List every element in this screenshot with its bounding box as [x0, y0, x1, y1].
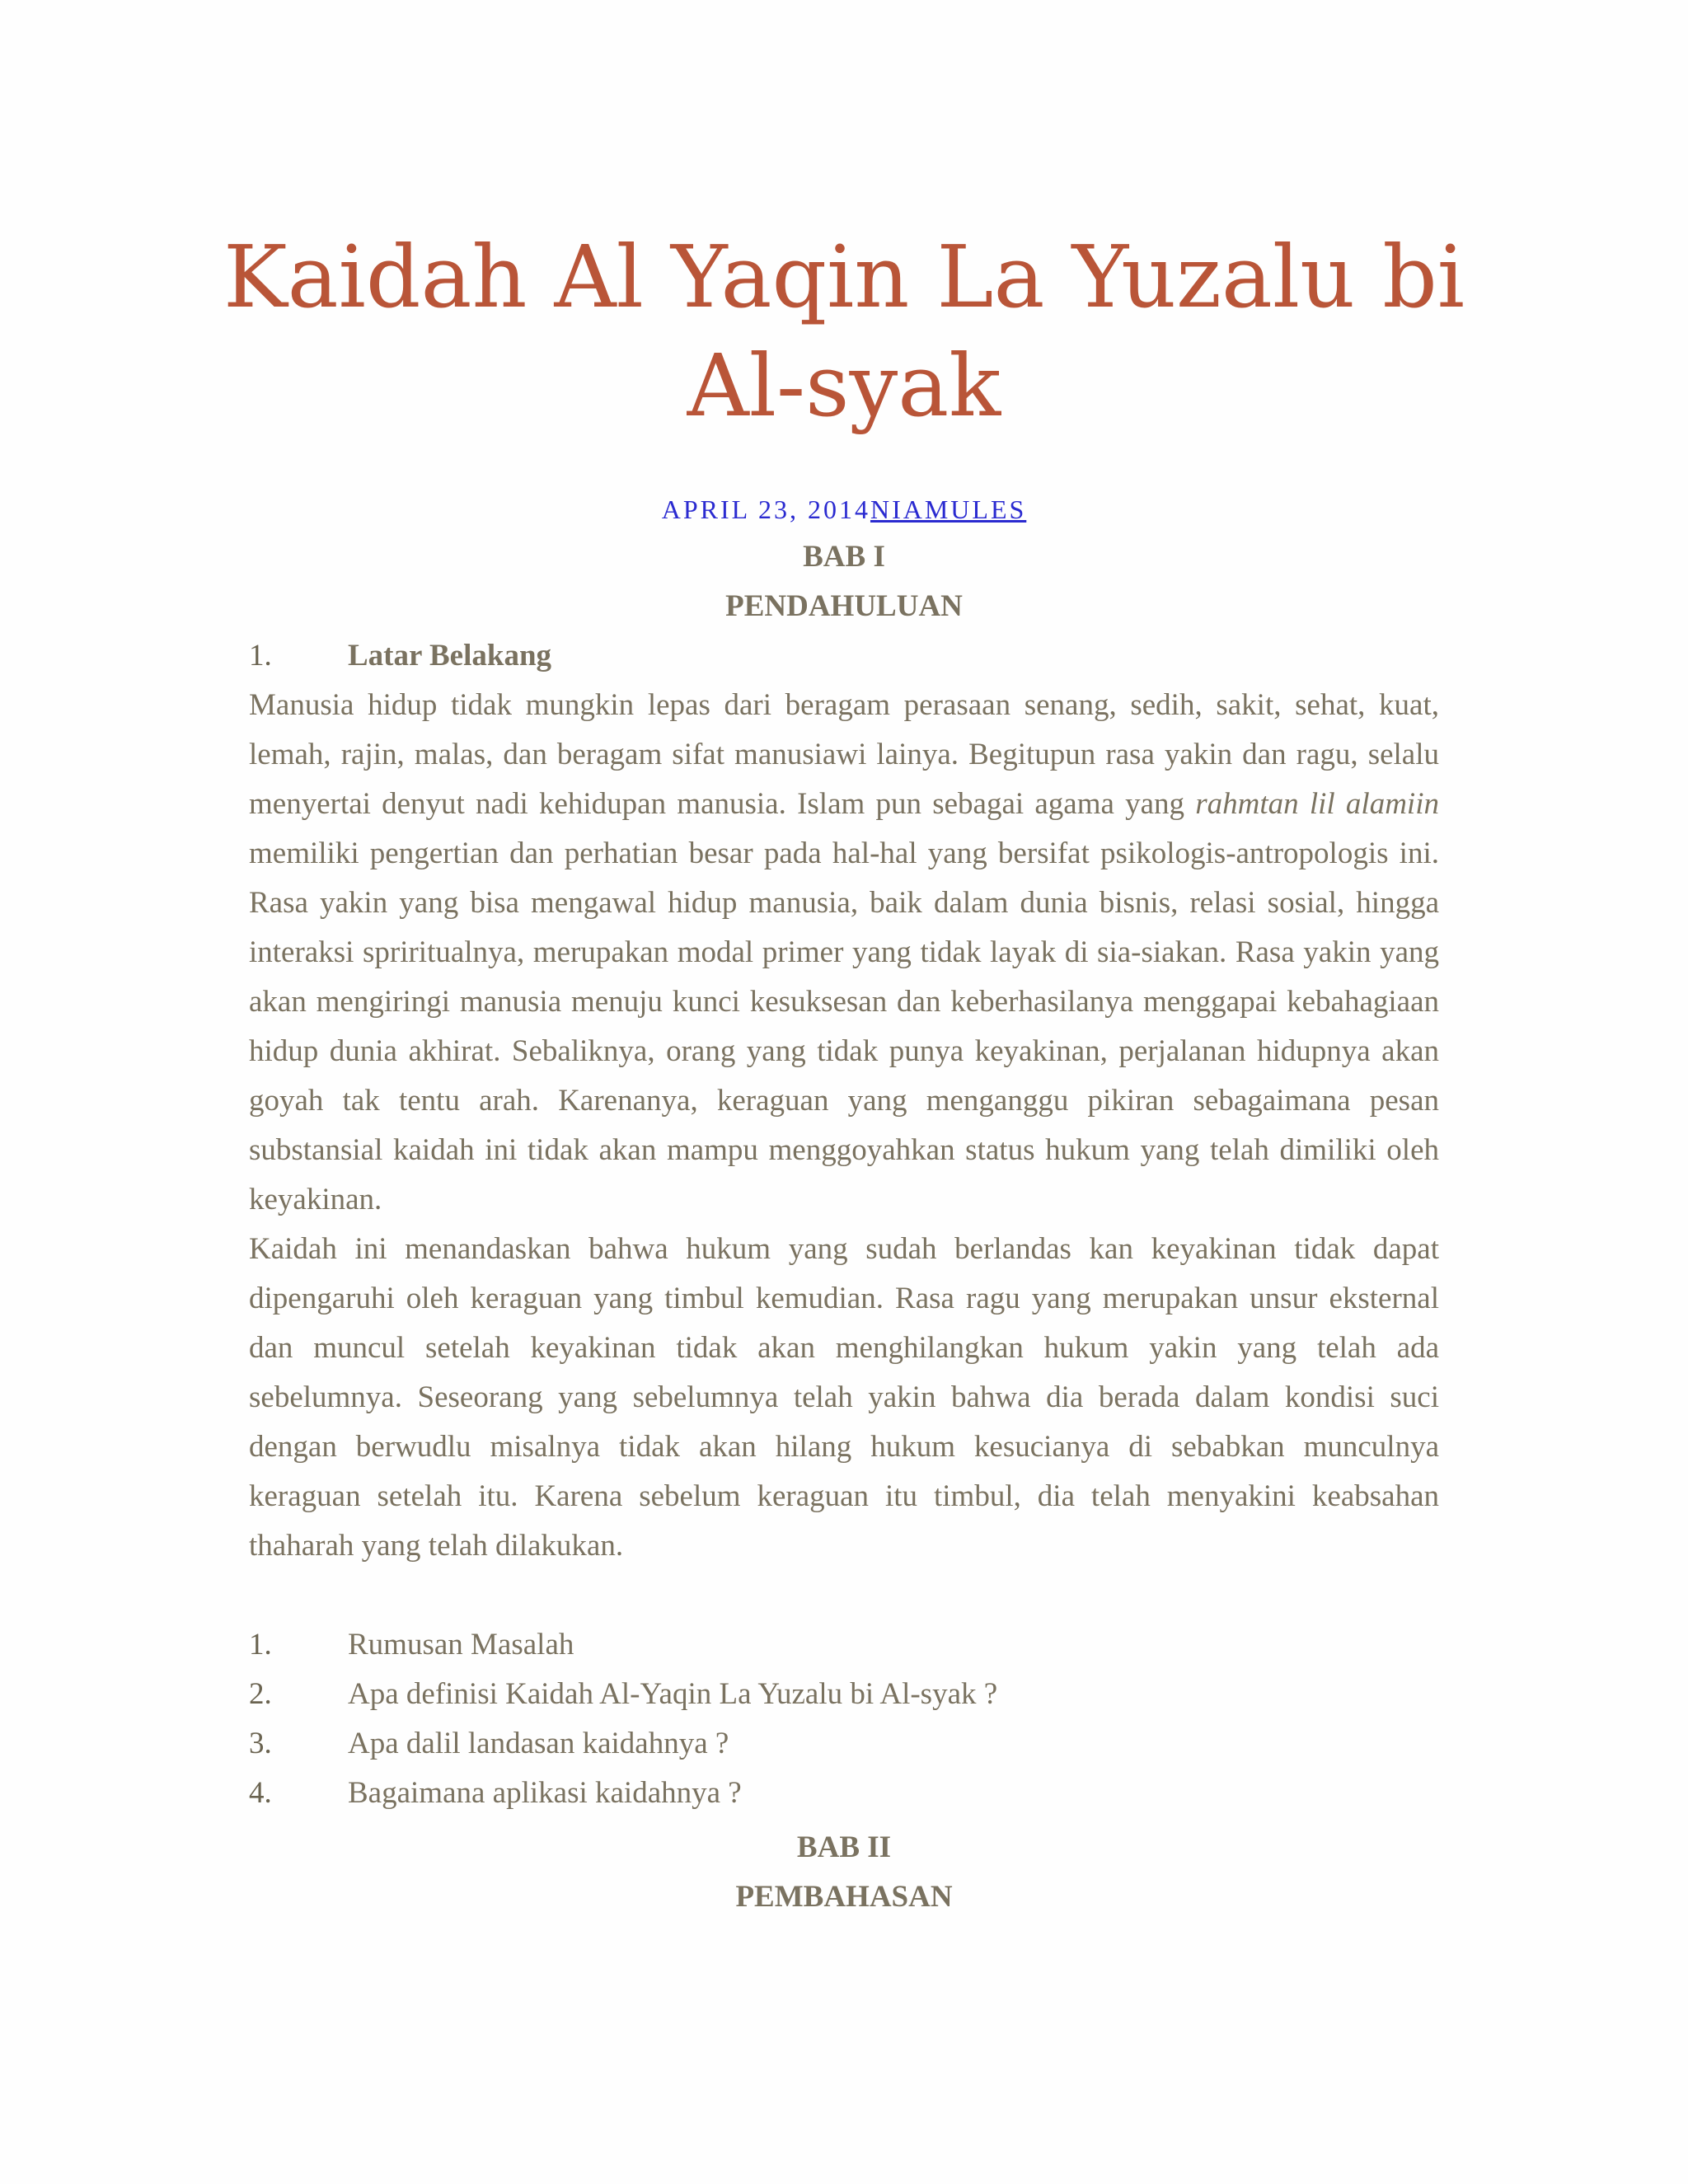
list-item-number: 2. — [249, 1677, 272, 1711]
list-item — [249, 1670, 1439, 1719]
bab1-title: PENDAHULUAN — [725, 589, 963, 623]
paragraph-1-italic: rahmtan lil alamiin — [1195, 787, 1439, 821]
document-body — [249, 631, 1439, 1818]
list-item — [249, 1620, 1439, 1670]
list-item-text: Bagaimana aplikasi kaidahnya ? — [348, 1776, 742, 1810]
article-date: APRIL 23, 2014 — [661, 494, 870, 524]
paragraph-2: Kaidah ini menandaskan bahwa hukum yang sudah berlandas kan keyakinan tidak dapat dipengaruhi oleh keraguan yang timbul kemudian. Rasa ragu yang merupakan unsur eksternal dan muncul setelah keyakinan tidak akan menghilangkan hukum yakin yang telah ada sebelumnya. Seseorang yang sebelumnya telah yakin bahwa dia berada dalam kondisi suci dengan berwudlu misalnya tidak akan hilang hukum kesucianya di sebabkan munculnya keraguan setelah itu. Karena sebelum keraguan itu timbul, dia telah menyakini keabsahan thaharah yang telah dilakukan. — [249, 1232, 1439, 1563]
list-item — [249, 1719, 1439, 1769]
article-meta — [0, 493, 1688, 526]
section-heading: Latar Belakang — [348, 639, 552, 673]
paragraph-1 — [249, 681, 1439, 1225]
list-item-text: Apa dalil landasan kaidahnya ? — [348, 1727, 729, 1760]
paragraph-1-text-b: memiliki pengertian dan perhatian besar pada hal-hal yang bersifat psikologis-antropologis ini. Rasa yakin yang bisa mengawal hidup manusia, baik dalam dunia bisnis, relasi sosial, hingga interaksi spriritualnya, merupakan modal primer yang tidak layak di sia-siakan. Rasa yakin yang akan mengiringi manusia menuju kunci kesuksesan dan keberhasilanya menggapai kebahagiaan hidup dunia akhirat. Sebaliknya, orang yang tidak punya keyakinan, perjalanan hidupnya akan goyah tak tentu arah. Karenanya, keraguan yang menganggu pikiran sebagaimana pesan substansial kaidah ini tidak akan mampu menggoyahkan status hukum yang telah dimiliki oleh keyakinan. — [249, 837, 1439, 1216]
list-item-text: Rumusan Masalah — [348, 1628, 574, 1661]
list-item-text: Apa definisi Kaidah Al-Yaqin La Yuzalu bi Al-syak ? — [348, 1677, 998, 1711]
list-item-number: 3. — [249, 1727, 272, 1760]
bab2-title: PEMBAHASAN — [735, 1880, 953, 1914]
section-heading-row — [249, 631, 1439, 681]
paragraph-1-text-a: Manusia hidup tidak mungkin lepas dari beragam perasaan senang, sedih, sakit, sehat, kuat, lemah, rajin, malas, dan beragam sifat manusiawi lainya. Begitupun rasa yakin dan ragu, selalu menyertai denyut nadi kehidupan manusia. Islam pun sebagai agama yang — [249, 688, 1439, 821]
list-item — [249, 1769, 1439, 1818]
author-link[interactable]: NIAMULES — [870, 494, 1027, 524]
list-item-number: 4. — [249, 1776, 272, 1810]
spacer — [249, 1571, 1439, 1620]
bab1-label: BAB I — [803, 540, 885, 574]
section-number: 1. — [249, 639, 272, 673]
list-item-number: 1. — [249, 1628, 272, 1661]
article-title: Kaidah Al Yaqin La Yuzalu bi Al-syak — [223, 227, 1465, 436]
bab2-label: BAB II — [796, 1830, 892, 1864]
